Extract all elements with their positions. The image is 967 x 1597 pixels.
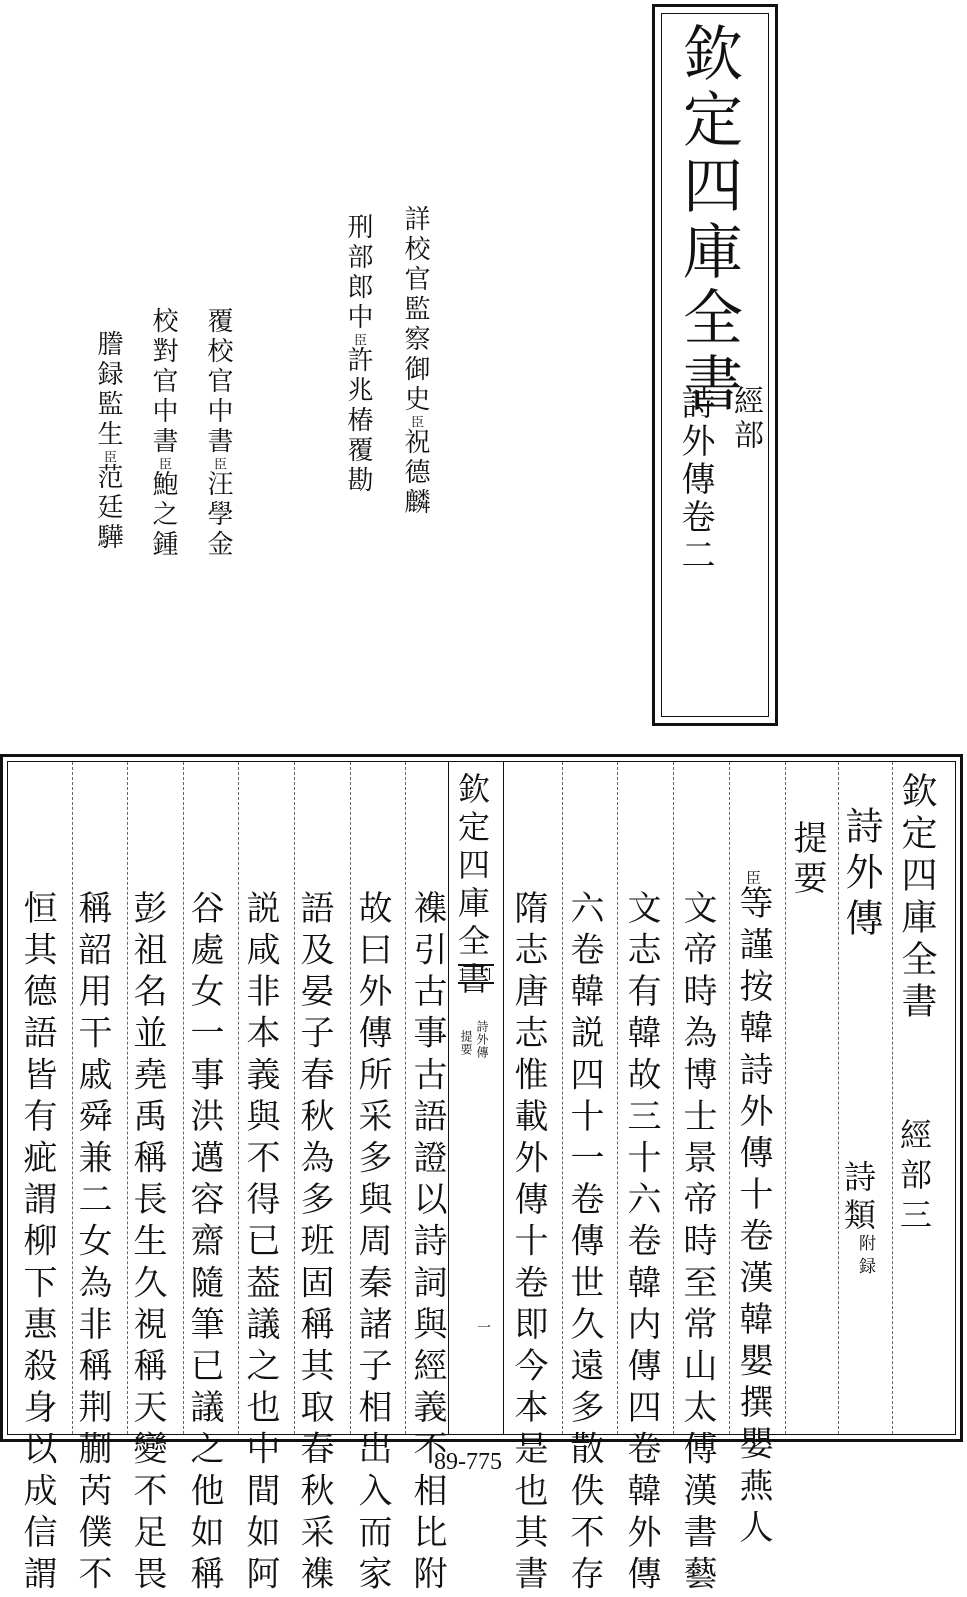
credit-title: 謄録監生 [93,330,123,450]
column-rule [562,762,563,1434]
text-column: 隋志唐志惟載外傳十卷即今本是也其書 [508,890,548,1597]
credit-line [95,330,121,553]
column-rule [892,762,893,1434]
column-rule [238,762,239,1434]
class-label: 詩類 [839,1160,877,1236]
credit-line [150,307,176,560]
credit-name: 鮑之鍾 [148,470,178,560]
credit-line [402,205,428,518]
text-run: 等謹按韓詩外傳十卷漢韓嬰撰嬰燕人 [733,885,773,1551]
book-title: 詩外傳 [839,806,883,944]
chen-mark: 臣 [744,870,762,885]
text-column [733,870,773,1551]
text-column: 恒其德語皆有疵謂柳下惠殺身以成信謂 [17,890,57,1597]
credit-line [205,307,231,560]
text-column: 文志有韓故三十六卷韓内傳四卷韓外傳 [621,890,661,1597]
fold-title: 欽定四庫全書 [453,772,491,1000]
text-column: 彭祖名並堯禹稱長生久視稱天變不足畏 [127,890,167,1597]
chen-mark: 臣 [351,333,366,346]
text-column: 語及晏子春秋為多班固稱其取春秋采襍 [294,890,334,1597]
volume-label: 詩外傳卷二 [675,385,715,575]
text-column: 六卷韓説四十一卷傳世久遠多散佚不存 [564,890,604,1597]
credit-line [345,213,371,496]
chen-mark: 臣 [156,457,171,470]
column-rule [729,762,730,1434]
fold-subtitle: 詩外傳 [475,1020,489,1059]
credit-name: 范廷驊 [93,463,123,553]
section-label: 經部三 [895,1118,933,1238]
text-column: 襍引古事古語證以詩詞與經義不相比附 [407,890,447,1597]
column-rule [405,762,406,1434]
credit-title: 覆校官中書 [203,307,233,457]
appendix-label: 附録 [855,1234,875,1280]
text-column: 稱韶用干戚舜兼二女為非稱荆蒯芮僕不 [72,890,112,1597]
page-number: 89-775 [434,1449,502,1475]
text-column: 故曰外傳所采多與周秦諸子相出入而家 [352,890,392,1597]
column-rule [350,762,351,1434]
text-column: 説咸非本義與不得已葢議之也中間如阿 [240,890,280,1597]
credit-name: 汪學金 [203,470,233,560]
leaf-number: 一 [475,1320,491,1334]
credit-title: 校對官中書 [148,307,178,457]
column-rule [617,762,618,1434]
column-rule [673,762,674,1434]
credit-name: 許兆椿覆勘 [343,346,373,496]
credit-name: 祝德麟 [400,428,430,518]
fold-subtitle: 提要 [459,1030,473,1056]
chen-mark: 臣 [408,415,423,428]
chen-mark: 臣 [101,450,116,463]
category-label: 經部 [728,385,763,453]
credit-title: 詳校官監察御史 [400,205,430,415]
work-title: 欽定四庫全書 [896,772,937,1024]
text-column: 谷處女一事洪邁容齋隨筆已議之他如稱 [184,890,224,1597]
column-rule [785,762,786,1434]
credit-title: 刑部郎中 [343,213,373,333]
chen-mark: 臣 [211,457,226,470]
abstract-heading: 提要 [787,820,827,900]
main-title: 欽定四庫全書 [673,22,743,418]
text-column: 文帝時為博士景帝時至常山太傅漢書藝 [677,890,717,1597]
